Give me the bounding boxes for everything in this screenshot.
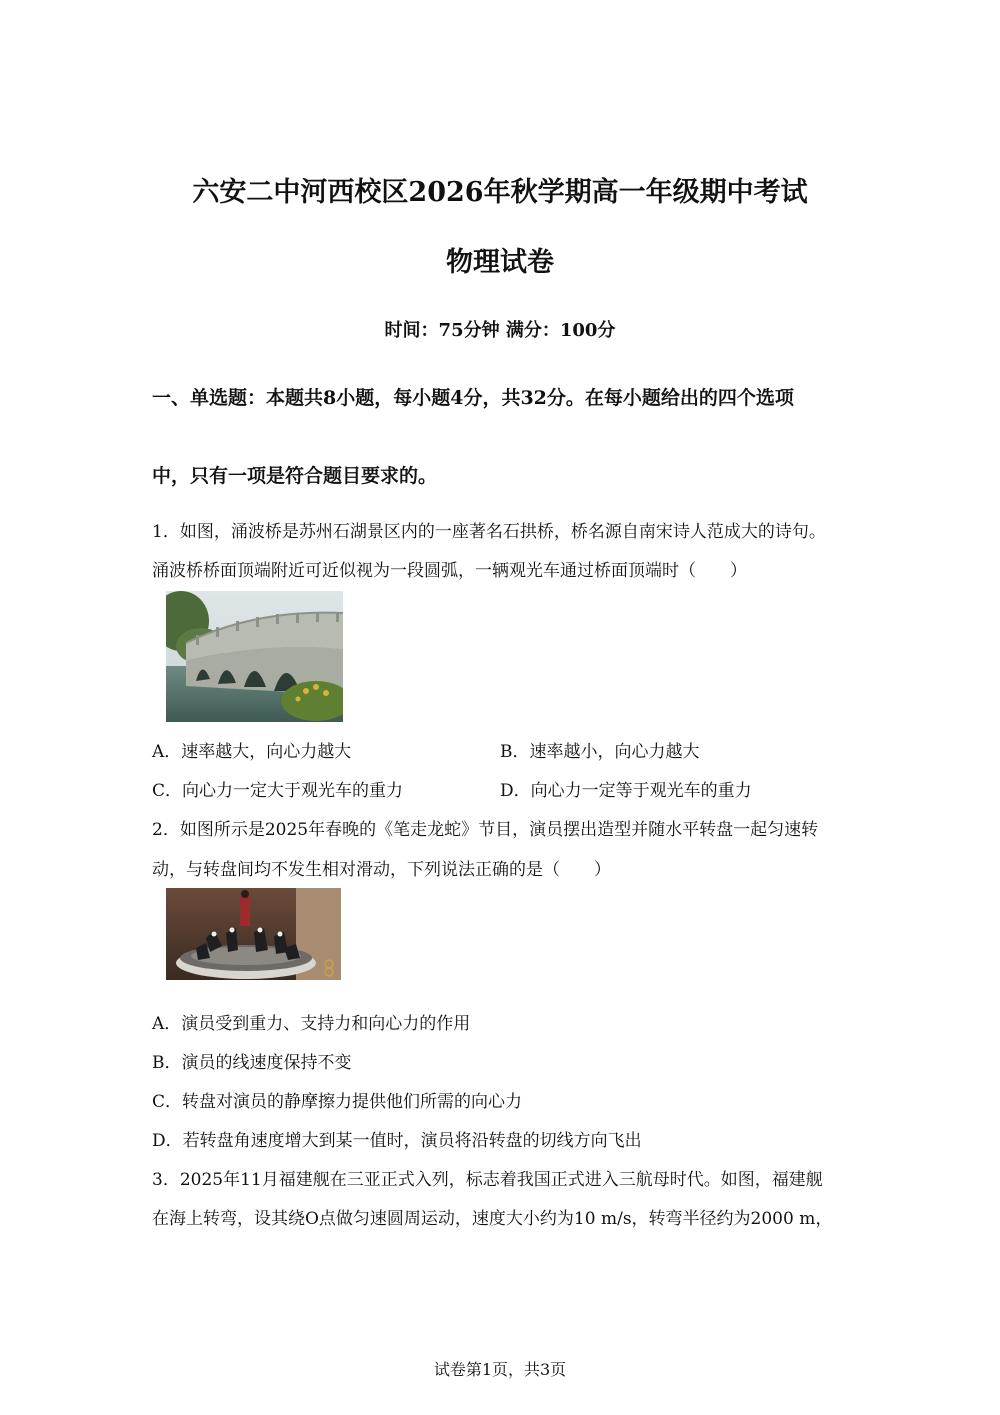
q3-stem-line2: 在海上转弯，设其绕O点做匀速圆周运动，速度大小约为10 m/s，转弯半径约为2000 m， <box>152 1209 833 1229</box>
bridge-photo <box>166 591 343 722</box>
q2-option-d: D．若转盘角速度增大到某一值时，演员将沿转盘的切线方向飞出 <box>152 1131 642 1151</box>
exam-title: 六安二中河西校区2026年秋学期高一年级期中考试 <box>192 177 808 208</box>
q2-option-b: B．演员的线速度保持不变 <box>152 1053 352 1073</box>
dance-stage-photo <box>166 888 341 980</box>
q1-stem-line2: 涌波桥桥面顶端附近可近似视为一段圆弧，一辆观光车通过桥面顶端时（ ） <box>152 561 747 581</box>
subject-title: 物理试卷 <box>446 247 554 278</box>
q1-stem-line1: 1．如图，涌波桥是苏州石湖景区内的一座著名石拱桥，桥名源自南宋诗人范成大的诗句。 <box>152 522 826 542</box>
q2-option-a: A．演员受到重力、支持力和向心力的作用 <box>152 1014 471 1034</box>
page-footer: 试卷第1页，共3页 <box>433 1360 567 1379</box>
exam-info: 时间：75分钟 满分：100分 <box>384 320 616 341</box>
q1-option-c: C．向心力一定大于观光车的重力 <box>152 781 404 801</box>
q1-option-d: D．向心力一定等于观光车的重力 <box>500 781 752 801</box>
q1-option-b: B．速率越小，向心力越大 <box>500 742 700 762</box>
section-heading-line1: 一、单选题：本题共8小题，每小题4分，共32分。在每小题给出的四个选项 <box>152 387 794 409</box>
section-heading-line2: 中，只有一项是符合题目要求的。 <box>152 465 438 487</box>
q1-option-a: A．速率越大，向心力越大 <box>152 742 352 762</box>
q3-stem-line1: 3．2025年11月福建舰在三亚正式入列，标志着我国正式进入三航母时代。如图，福建舰 <box>152 1170 823 1190</box>
q2-stem-line1: 2．如图所示是2025年春晚的《笔走龙蛇》节目，演员摆出造型并随水平转盘一起匀速转 <box>152 820 819 840</box>
q2-stem-line2: 动，与转盘间均不发生相对滑动，下列说法正确的是（ ） <box>152 860 611 880</box>
q2-option-c: C．转盘对演员的静摩擦力提供他们所需的向心力 <box>152 1092 523 1112</box>
